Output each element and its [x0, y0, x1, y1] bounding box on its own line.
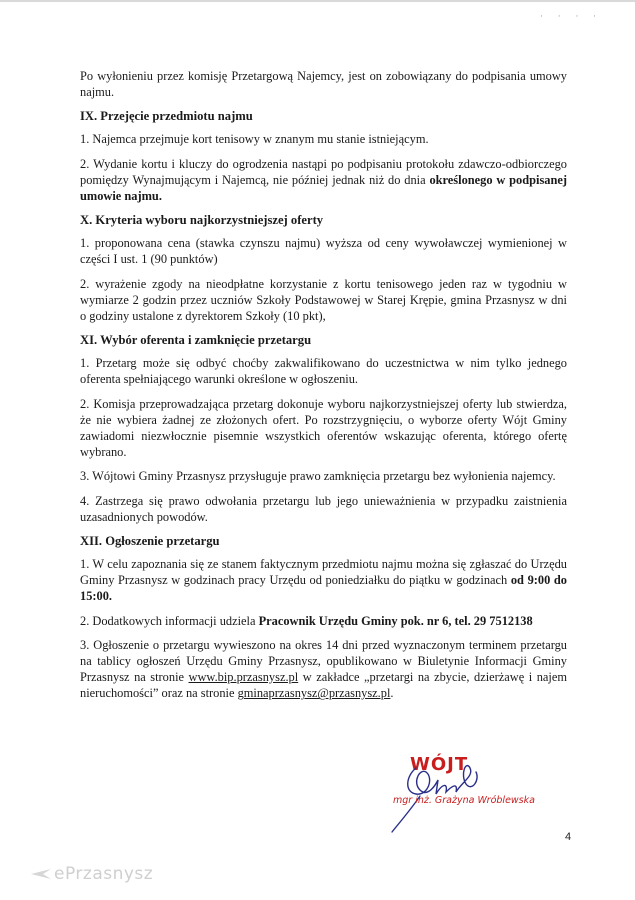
section-12-heading: XII. Ogłoszenie przetargu [80, 534, 220, 549]
arrow-logo-icon [30, 867, 52, 881]
section-12-item-2-text: 2. Dodatkowych informacji udziela [80, 613, 259, 628]
scan-specks: · · · · [540, 12, 603, 22]
signatory-name: mgr inż. Grażyna Wróblewska [393, 795, 535, 806]
intro-paragraph: Po wyłonieniu przez komisję Przetargową Najemcy, jest on zobowiązany do podpisania umowy najmu. [80, 69, 567, 100]
signature-stamp [376, 746, 576, 836]
top-rule [0, 0, 635, 2]
section-11-item-3: 3. Wójtowi Gminy Przasnysz przysługuje prawo zamknięcia przetargu bez wyłonienia najemcy. [80, 469, 556, 484]
section-12-item-1-bold: od 9:00 do 15:00. [80, 573, 567, 604]
section-12-item-2 [80, 613, 567, 629]
section-10-heading: X. Kryteria wyboru najkorzystniejszej oferty [80, 213, 324, 228]
section-12-item-1-text: 1. W celu zapoznania się ze stanem faktycznym przedmiotu najmu można się zgłaszać do Urzędu Gminy Przasnysz w godzinach pracy Urzędu od poniedziałku do piątku w godzinach [80, 557, 567, 588]
section-12-item-3-text-a: 3. Ogłoszenie o przetargu wywieszono na okres 14 dni przed wyznaczonym terminem przetargu na tablicy ogłoszeń Urzędu Gminy Przasnysz, opublikowano w Biuletynie Informacji Gminy Przasnysz na stronie [80, 637, 567, 685]
section-12-item-3-text-b: w zakładce „przetargi na zbycie, dzierżawę i najem nieruchomości” oraz na stronie [80, 670, 567, 701]
section-9-item-2 [80, 156, 567, 205]
section-10-item-2: 2. wyrażenie zgody na nieodpłatne korzystanie z kortu tenisowego jeden raz w tygodniu w wymiarze 2 godzin przez uczniów Szkoły Podstawowej w Starej Krępie, gmina Przasnysz w dni o godziny ustalone z dyrektorem Szkoły (10 pkt), [80, 276, 567, 324]
section-12-item-3 [80, 637, 567, 702]
section-11-item-1: 1. Przetarg może się odbyć choćby zakwalifikowano do uczestnictwa w nim tylko jednego oferenta spełniającego warunki określone w ogłoszeniu. [80, 356, 567, 387]
watermark-text: ePrzasnysz [54, 864, 154, 884]
document-body [80, 68, 567, 710]
bip-link[interactable]: www.bip.przasnysz.pl [188, 670, 299, 685]
stamp-title: WÓJT [410, 754, 469, 775]
section-11-item-4: 4. Zastrzega się prawo odwołania przetargu lub jego unieważnienia w przypadku zaistnienia uzasadnionych powodów. [80, 493, 567, 524]
section-9-heading: IX. Przejęcie przedmiotu najmu [80, 109, 253, 124]
section-11-heading: XI. Wybór oferenta i zamknięcie przetargu [80, 333, 312, 348]
section-9-item-2-text: 2. Wydanie kortu i kluczy do ogrodzenia nastąpi po podpisaniu protokołu zdawczo-odbiorczego pomiędzy Wynajmującym i Najemcą, nie później jednak niż do dnia [80, 156, 567, 187]
section-12-item-3-text-c: . [390, 686, 394, 701]
section-12-item-2-bold: Pracownik Urzędu Gminy pok. nr 6, tel. 29 7512138 [258, 613, 533, 628]
section-11-item-2: 2. Komisja przeprowadzająca przetarg dokonuje wyboru najkorzystniejszej oferty lub stwierdza, że nie wybiera żadnej ze złożonych ofert. Po rozstrzygnięciu, o wyborze oferty Wójt Gminy zawiadomi niezwłocznie pisemnie wszystkich oferentów wskazując oferenta, którego ofertę wybrano. [80, 396, 567, 460]
section-9-item-2-bold: określonego w podpisanej umowie najmu. [80, 172, 568, 204]
watermark [30, 864, 153, 884]
email-link[interactable]: gminaprzasnysz@przasnysz.pl [237, 686, 391, 701]
section-10-item-1: 1. proponowana cena (stawka czynszu najmu) wyższa od ceny wywoławczej wymienionej w części I ust. 1 (90 punktów) [80, 236, 567, 267]
section-9-item-1: 1. Najemca przejmuje kort tenisowy w znanym mu stanie istniejącym. [80, 132, 429, 147]
page-number: 4 [565, 831, 572, 843]
section-12-item-1 [80, 556, 567, 605]
